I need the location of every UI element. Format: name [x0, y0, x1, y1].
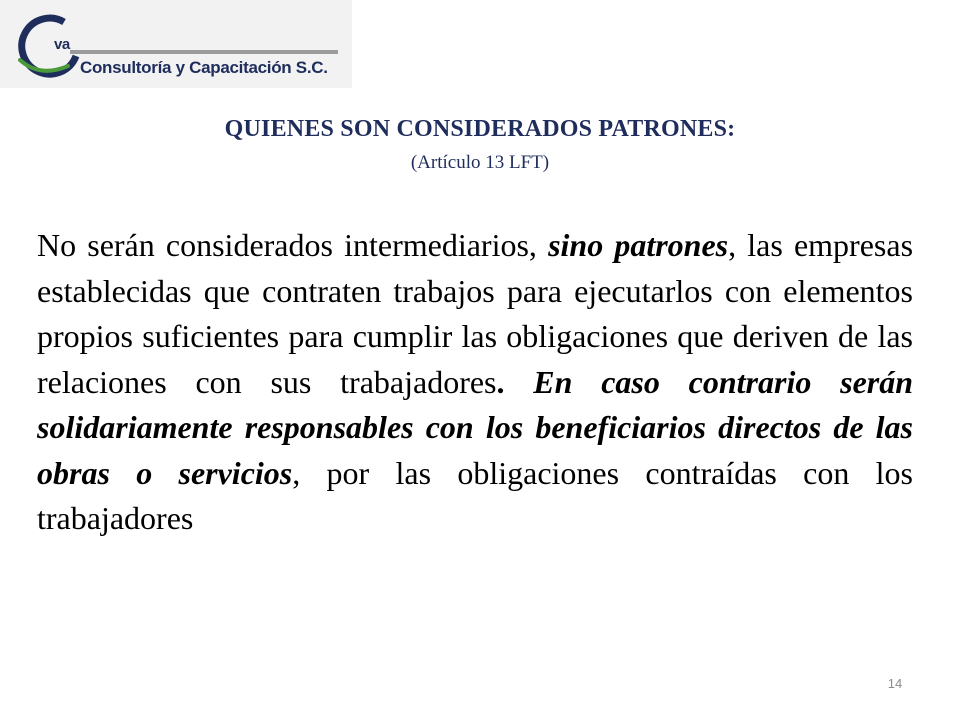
company-logo: [0, 0, 352, 88]
text-segment: , las empresas establecidas que contraten trabajos para ejecutarlos con elementos propios suficientes para cumplir las obligaciones que deriven de las relaciones con sus trabajadores: [37, 227, 914, 400]
slide-title: QUIENES SON CONSIDERADOS PATRONES:: [224, 116, 736, 142]
page-number: 14: [887, 676, 903, 691]
article-text: [37, 223, 913, 542]
logo-company-name: Consultoría y Capacitación S.C.: [80, 58, 328, 77]
slide-subtitle: (Artículo 13 LFT): [410, 152, 550, 173]
text-emphasis-responsables: En caso contrario serán solidariamente responsables con los beneficiarios directos de las obras o servicios: [37, 363, 914, 491]
text-bold-period: .: [496, 363, 534, 400]
text-segment: , por las obligaciones contraídas con los trabajadores: [37, 454, 914, 536]
logo-va-text: va: [54, 36, 70, 53]
logo-divider-line: [70, 50, 338, 54]
text-segment: No serán considerados intermediarios,: [37, 227, 549, 263]
text-emphasis-sino-patrones: sino patrones: [548, 227, 729, 263]
